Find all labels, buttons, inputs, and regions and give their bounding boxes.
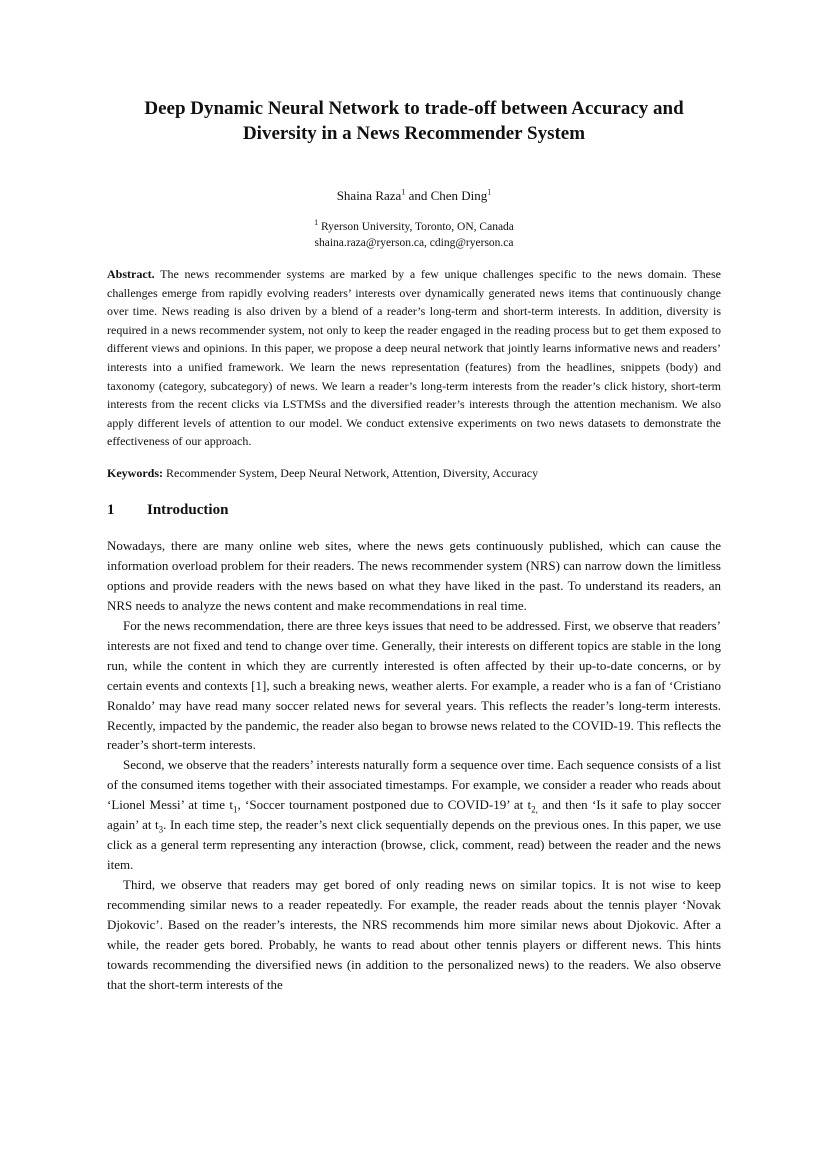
author-1: Shaina Raza: [336, 188, 402, 203]
author-line: [107, 187, 721, 205]
affiliation-mark: 1: [314, 218, 319, 228]
abstract-text: The news recommender systems are marked by a few unique challenges specific to the news domain. These challenges emerge from rapidly evolving readers’ interests over dynamically generated news items that continuously change over time. News reading is also driven by a blend of a reader’s long-term and short-term interests. In addition, diversity is required in a news recommender system, not only to keep the reader engaged in the reading process but to get them exposed to different views and opinions. In this paper, we propose a deep neural network that jointly learns informative news and readers’ interests into a unified framework. We learn the news representation (features) from the headlines, snippets (body) and taxonomy (category, subcategory) of news. We learn a reader’s long-term interests from the reader’s click history, short-term interests from the recent clicks via LSTMSs and the diversified reader’s interests through the attention mechanism. We also apply different levels of attention to our model. We conduct extensive experiments on two news datasets to demonstrate the effectiveness of our approach.: [107, 267, 721, 449]
subscript-3: 3: [158, 824, 164, 835]
title-line-1: Deep Dynamic Neural Network to trade-off between Accuracy and: [144, 98, 684, 119]
paragraph-3: [107, 755, 721, 875]
abstract: [107, 265, 721, 451]
affiliation-mark-2: 1: [487, 187, 492, 197]
author-separator: and: [405, 188, 431, 203]
subscript-2: 2,: [531, 804, 538, 815]
section-title: Introduction: [147, 501, 229, 518]
affiliation-block: [107, 219, 721, 251]
title-line-2: Diversity in a News Recommender System: [242, 123, 586, 144]
paper-page: [107, 96, 721, 995]
author-emails: shaina.raza@ryerson.ca, cding@ryerson.ca: [314, 237, 514, 249]
affiliation-mark-1: 1: [401, 187, 406, 197]
keywords: [107, 464, 721, 482]
paragraph-1: Nowadays, there are many online web sites, where the news gets continuously published, which can cause the information overload problem for their readers. The news recommender system (NRS) can narrow down the limitless options and provide readers with the news based on what they have liked in the past. To understand its readers, an NRS needs to analyze the news content and make recommendations in real time.: [107, 537, 721, 613]
para3-part-c: and then ‘Is it safe to play soccer again’ at t: [107, 797, 721, 833]
paragraph-2: For the news recommendation, there are three keys issues that need to be addressed. First, we observe that readers’ interests are not fixed and tend to change over time. Generally, their interests on different topics are stable in the long run, while the content in which they are currently interested is often affected by their up-to-date concerns, or by certain events and contexts [1], such a breaking news, weather alerts. For example, a reader who is a fan of ‘Cristiano Ronaldo’ may have read many soccer related news for several years. This reflects the reader’s long-term interests. Recently, impacted by the pandemic, the reader also began to browse news related to the COVID-19. This reflects the reader’s short-term interests.: [107, 617, 721, 753]
keywords-text: Recommender System, Deep Neural Network, Attention, Diversity, Accuracy: [166, 465, 539, 480]
keywords-label: Keywords:: [107, 465, 163, 480]
affiliation-text: Ryerson University, Toronto, ON, Canada: [320, 221, 514, 233]
paper-title: [107, 96, 721, 146]
para3-part-a: Second, we observe that the readers’ interests naturally form a sequence over time. Each sequence consists of a list of the consumed items together with their associated timestamps. For example, we consider a reader who reads about ‘Lionel Messi’ at time t: [107, 757, 721, 813]
section-number: 1: [107, 501, 115, 518]
para3-part-b: , ‘Soccer tournament postponed due to COVID-19’ at t: [237, 797, 532, 813]
author-2: Chen Ding: [430, 188, 488, 203]
abstract-label: Abstract.: [107, 267, 155, 281]
paragraph-4: Third, we observe that readers may get bored of only reading news on similar topics. It is not wise to keep recommending similar news to a reader repeatedly. For example, the reader reads about the tennis player ‘Novak Djokovic’. Based on the reader’s interests, the NRS recommends him more similar news about Djokovic. After a while, the reader gets bored. Probably, he wants to read about other tennis players or different news. This hints towards recommending the diversified news (in addition to the personalized news) to the readers. We also observe that the short-term interests of the: [107, 877, 721, 992]
section-heading: [107, 500, 721, 520]
subscript-1: 1: [232, 804, 238, 815]
para3-part-d: . In each time step, the reader’s next click sequentially depends on the previous ones. In this paper, we use click as a general term representing any interaction (browse, click, comment, read) between the reader and the news item.: [107, 817, 721, 873]
